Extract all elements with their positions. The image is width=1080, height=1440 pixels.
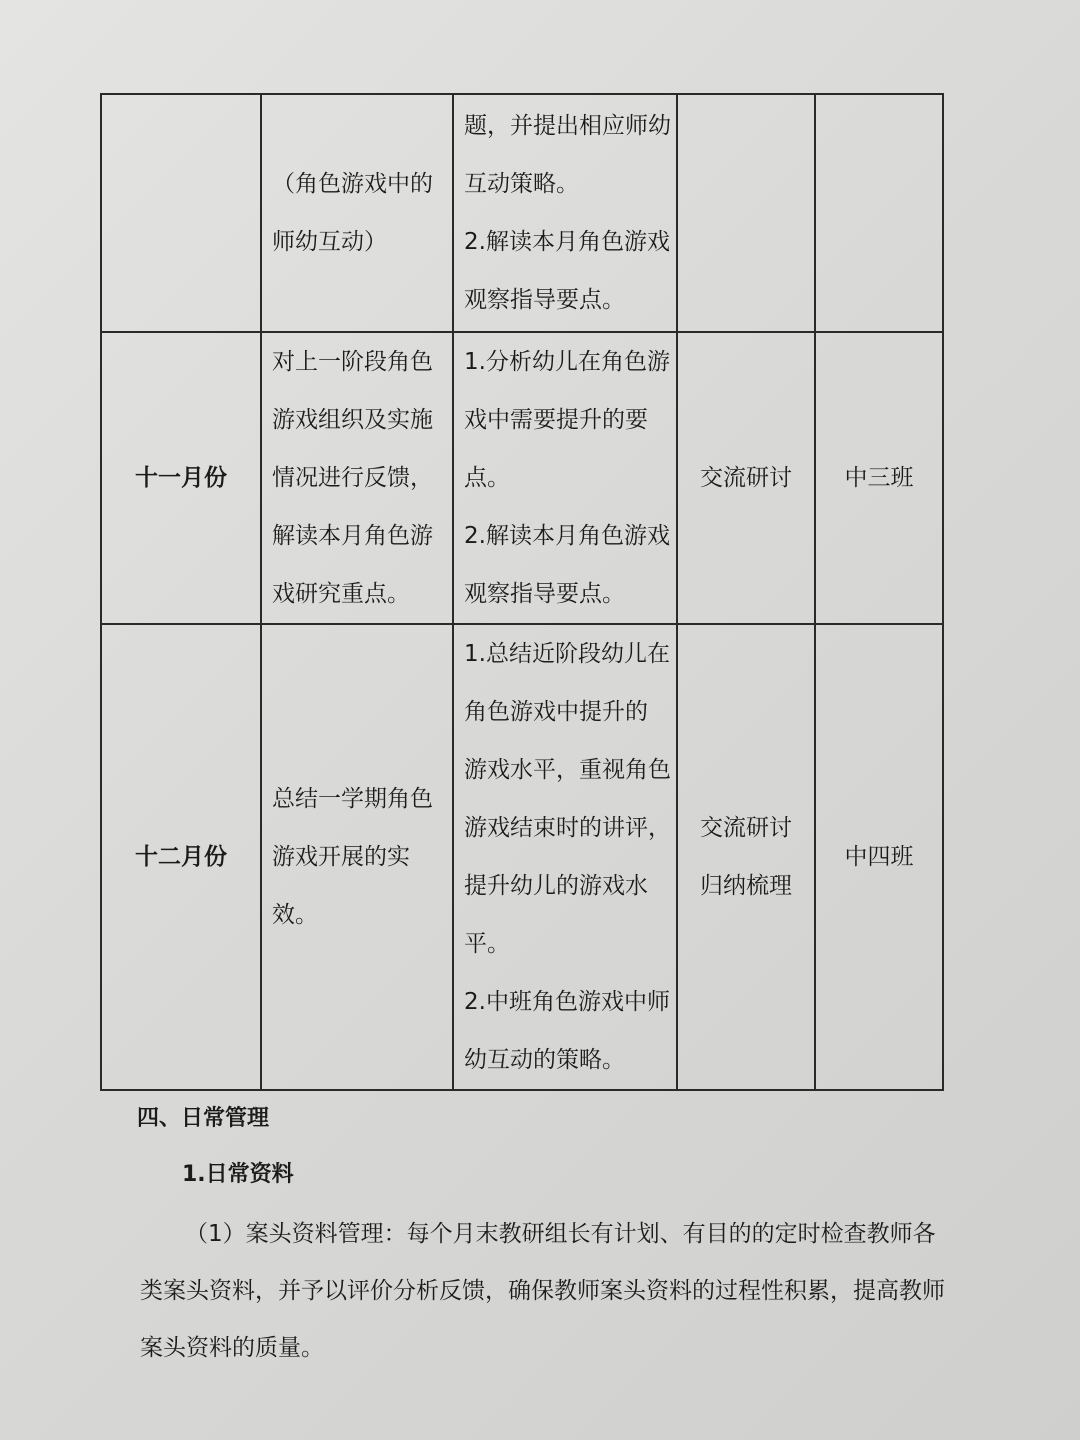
- content-line: 情况进行反馈，: [272, 465, 433, 491]
- content-line: 游戏组织及实施: [272, 407, 433, 433]
- content-line: 对上一阶段角色: [272, 349, 433, 375]
- measures-line: 游戏结束时的讲评，: [464, 815, 671, 841]
- month-label: 十二月份: [135, 844, 227, 870]
- content-line: 效。: [272, 902, 318, 928]
- form-label: 归纳梳理: [700, 873, 792, 899]
- measures-line: 2.解读本月角色游戏: [464, 229, 670, 255]
- class-cell: [815, 332, 943, 624]
- content-cell: [261, 94, 453, 332]
- form-label: 交流研讨: [700, 465, 792, 491]
- form-cell: [677, 332, 815, 624]
- content-cell: [261, 332, 453, 624]
- section-heading: 四、日常管理: [137, 1106, 270, 1131]
- content-line: （角色游戏中的: [272, 171, 433, 197]
- form-cell: [677, 624, 815, 1090]
- measures-line: 游戏水平，重视角色: [464, 757, 671, 783]
- form-cell: [677, 94, 815, 332]
- subsection-heading: 1.日常资料: [182, 1162, 294, 1187]
- table-row: [101, 624, 943, 1090]
- content-cell: [261, 624, 453, 1090]
- schedule-table: [100, 93, 944, 1091]
- paragraph-line: 类案头资料，并予以评价分析反馈，确保教师案头资料的过程性积累，提高教师: [140, 1278, 945, 1304]
- measures-line: 题，并提出相应师幼: [464, 113, 671, 139]
- class-label: 中四班: [844, 844, 914, 870]
- content-line: 师幼互动）: [272, 229, 387, 255]
- body-paragraph: [140, 1206, 945, 1377]
- measures-line: 点。: [464, 465, 510, 491]
- table-row: [101, 94, 943, 332]
- month-cell: [101, 332, 261, 624]
- measures-line: 戏中需要提升的要: [464, 407, 648, 433]
- measures-cell: [453, 94, 677, 332]
- class-label: 中三班: [844, 465, 914, 491]
- measures-line: 幼互动的策略。: [464, 1047, 625, 1073]
- form-label: 交流研讨: [700, 815, 792, 841]
- month-label: 十一月份: [135, 465, 227, 491]
- paragraph-line: （1）案头资料管理：每个月末教研组长有计划、有目的的定时检查教师各: [185, 1221, 936, 1247]
- measures-cell: [453, 332, 677, 624]
- class-cell: [815, 624, 943, 1090]
- measures-line: 1.总结近阶段幼儿在: [464, 641, 670, 667]
- content-line: 总结一学期角色: [272, 786, 433, 812]
- measures-line: 观察指导要点。: [464, 287, 625, 313]
- month-cell: [101, 624, 261, 1090]
- measures-line: 角色游戏中提升的: [464, 699, 648, 725]
- table-row: [101, 332, 943, 624]
- measures-line: 提升幼儿的游戏水: [464, 873, 648, 899]
- month-cell: [101, 94, 261, 332]
- measures-line: 平。: [464, 931, 510, 957]
- measures-line: 2.解读本月角色游戏: [464, 523, 670, 549]
- content-line: 解读本月角色游: [272, 523, 433, 549]
- measures-line: 1.分析幼儿在角色游: [464, 349, 670, 375]
- measures-line: 互动策略。: [464, 171, 579, 197]
- measures-line: 2.中班角色游戏中师: [464, 989, 670, 1015]
- measures-cell: [453, 624, 677, 1090]
- class-cell: [815, 94, 943, 332]
- content-line: 游戏开展的实: [272, 844, 410, 870]
- measures-line: 观察指导要点。: [464, 581, 625, 607]
- paragraph-line: 案头资料的质量。: [140, 1335, 324, 1361]
- content-line: 戏研究重点。: [272, 581, 410, 607]
